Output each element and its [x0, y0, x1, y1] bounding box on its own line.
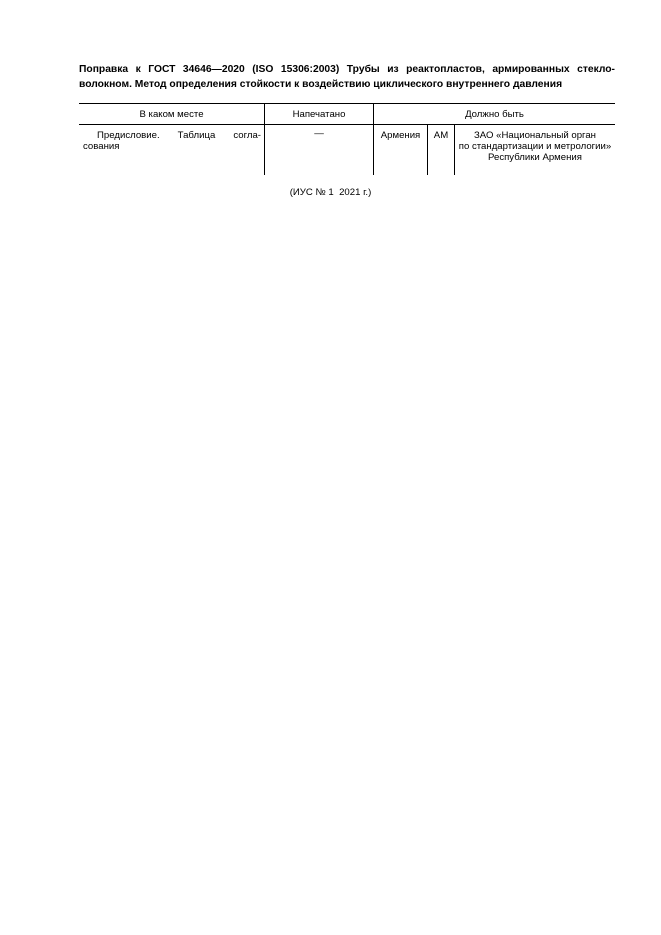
header-should-be: Должно быть [374, 104, 616, 125]
cell-country-code: AM [428, 125, 455, 176]
org-line-1: ЗАО «Национальный орган [474, 130, 596, 141]
header-place: В каком месте [79, 104, 265, 125]
place-line-2: сования [83, 141, 120, 152]
publication-reference: (ИУС № 1 2021 г.) [289, 187, 372, 198]
cell-country: Армения [374, 125, 428, 176]
cell-printed: — [265, 125, 374, 176]
correction-table [79, 103, 615, 175]
document-title [79, 62, 615, 92]
cell-place [79, 125, 265, 176]
title-line-1: Поправка к ГОСТ 34646—2020 (ISO 15306:2003) Трубы из реактопластов, армированных стекло- [79, 64, 615, 75]
org-line-3: Республики Армения [488, 152, 582, 163]
cell-organization [455, 125, 616, 176]
table-header-row [79, 104, 615, 125]
header-printed: Напечатано [265, 104, 374, 125]
place-line-1: Предисловие. Таблица согла- [97, 130, 261, 141]
org-line-2: по стандартизации и метрологии» [458, 141, 612, 152]
title-line-2: волокном. Метод определения стойкости к воздействию циклического внутреннего давления [79, 79, 563, 90]
table-row [79, 125, 615, 176]
